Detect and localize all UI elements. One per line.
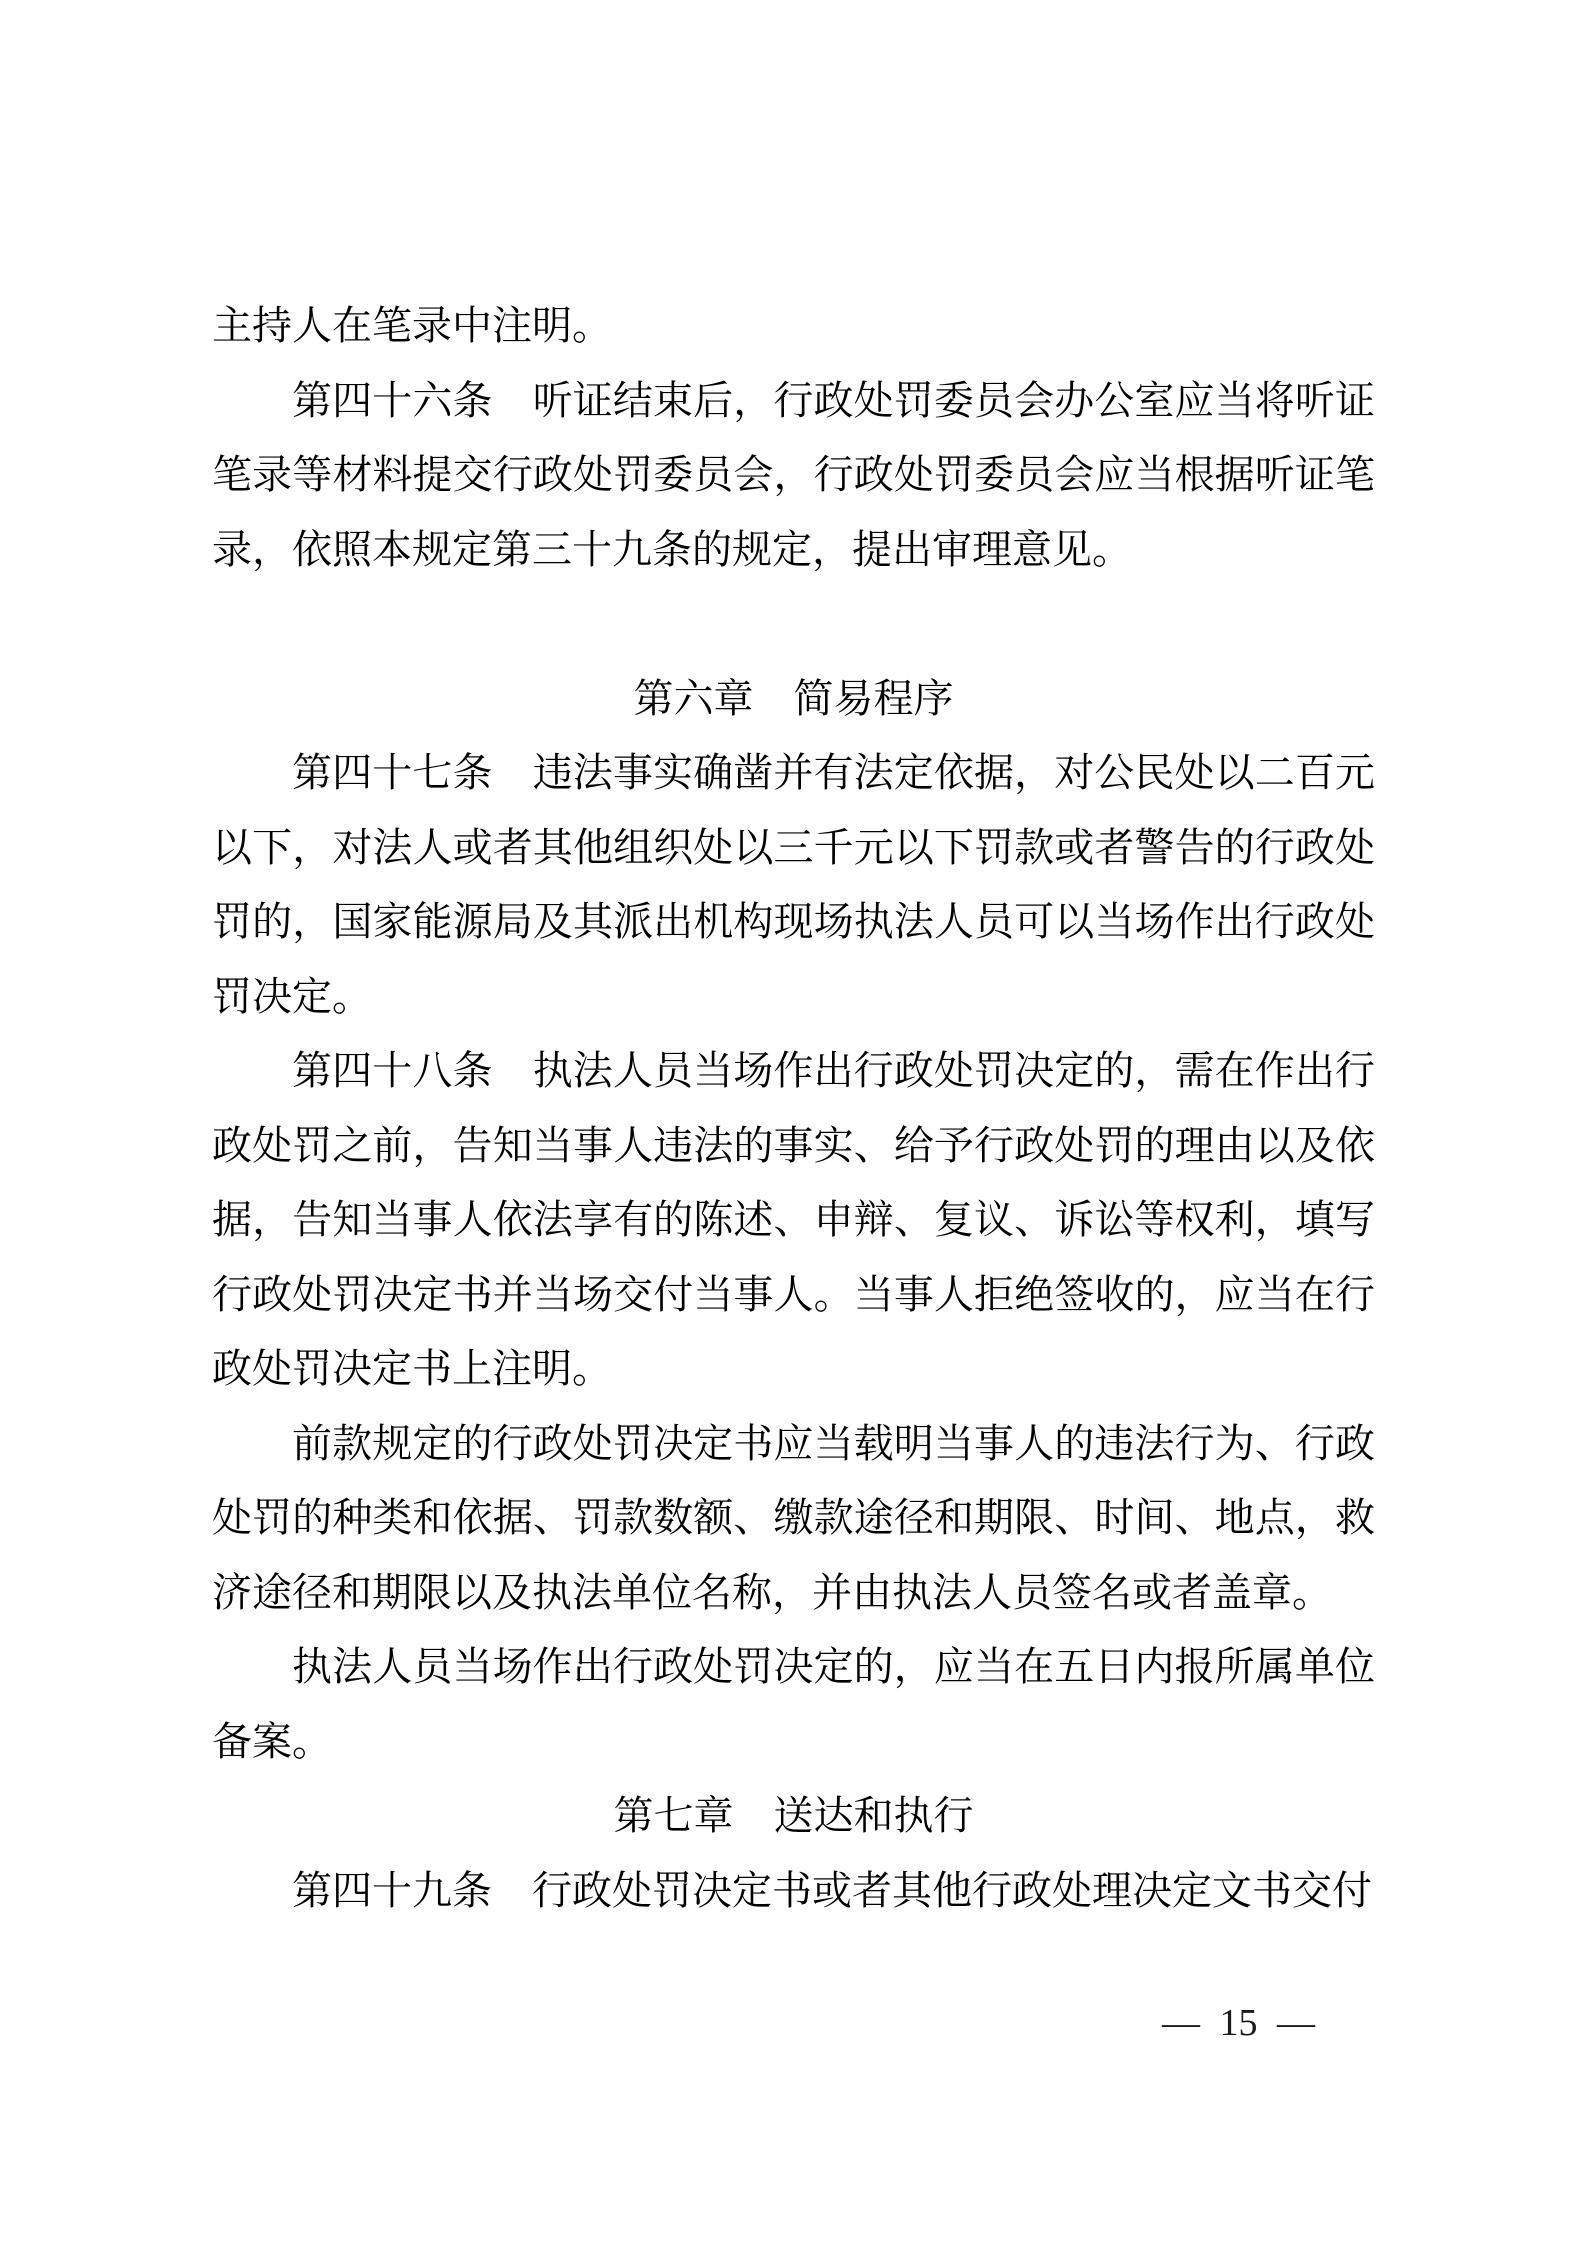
article-46-paragraph: 第四十六条 听证结束后，行政处罚委员会办公室应当将听证笔录等材料提交行政处罚委员会，行政处罚委员会应当根据听证笔录，依照本规定第三十九条的规定，提出审理意见。 xyxy=(212,378,1375,572)
article-47-paragraph: 第四十七条 违法事实确凿并有法定依据，对公民处以二百元以下，对法人或者其他组织处以三千元以下罚款或者警告的行政处罚的，国家能源局及其派出机构现场执法人员可以当场作出行政处罚决定。 xyxy=(212,751,1375,1019)
chapter-6-heading: 第六章 简易程序 xyxy=(633,676,954,721)
continued-paragraph: 主持人在笔录中注明。 xyxy=(212,304,612,348)
article-48-paragraph: 第四十八条 执法人员当场作出行政处罚决定的，需在作出行政处罚之前，告知当事人违法的事实、给予行政处罚的理由以及依据，告知当事人依法享有的陈述、申辩、复议、诉讼等权利，填写行政处罚决定书并当场交付当事人。当事人拒绝签收的，应当在行政处罚决定书上注明。 xyxy=(212,1049,1375,1391)
blank-line xyxy=(212,587,1375,662)
article-48-paragraph-3: 执法人员当场作出行政处罚决定的，应当在五日内报所属单位备案。 xyxy=(212,1645,1375,1764)
chapter-7-heading: 第七章 送达和执行 xyxy=(613,1794,974,1838)
document-body xyxy=(212,289,1375,1928)
article-49-paragraph: 第四十九条 行政处罚决定书或者其他行政处理决定文书交付 xyxy=(292,1868,1372,1913)
page-number: — 15 — xyxy=(1162,2002,1315,2044)
article-48-paragraph-2: 前款规定的行政处罚决定书应当载明当事人的违法行为、行政处罚的种类和依据、罚款数额、缴款途径和期限、时间、地点，救济途径和期限以及执法单位名称，并由执法人员签名或者盖章。 xyxy=(212,1421,1375,1615)
